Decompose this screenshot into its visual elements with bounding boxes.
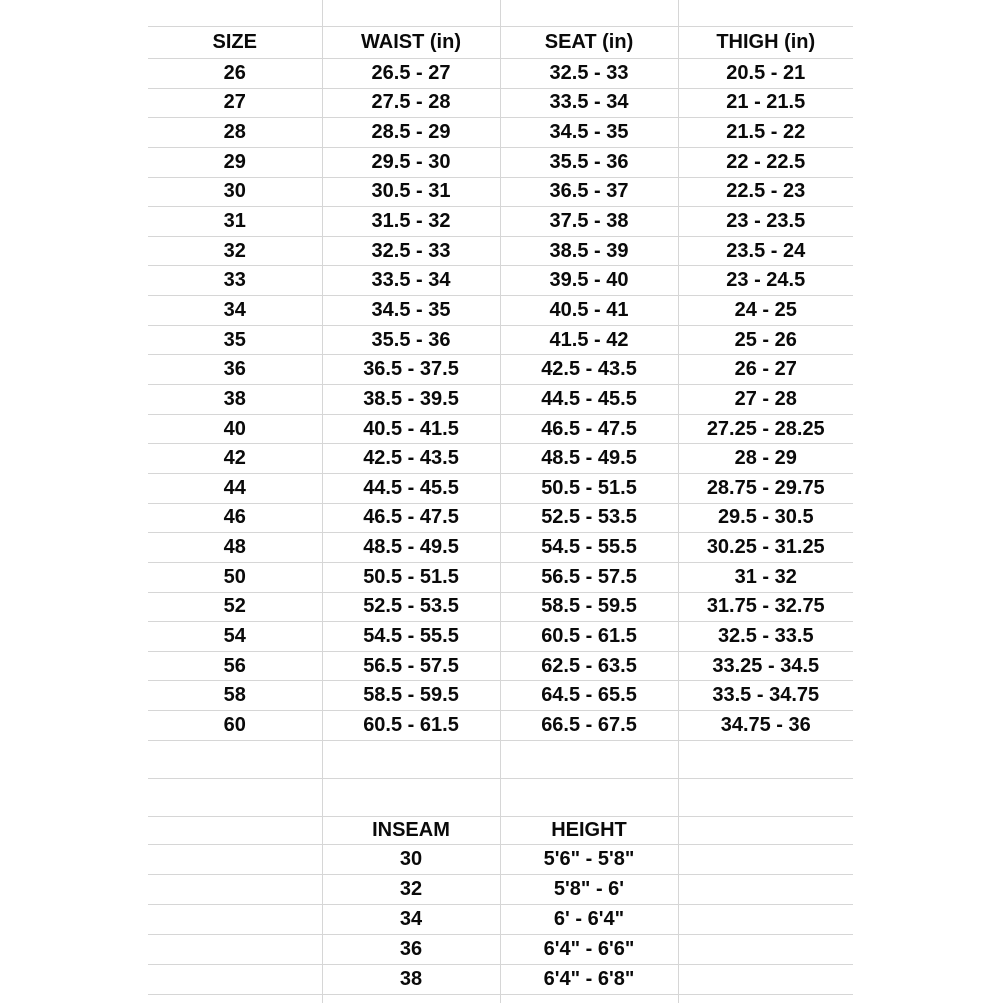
column-header: INSEAM — [322, 816, 500, 844]
cell: 30 — [322, 844, 500, 874]
cell: 46 — [148, 503, 322, 533]
cell: 34 — [148, 296, 322, 326]
cell: 40 — [148, 414, 322, 444]
cell: 30 — [148, 177, 322, 207]
cell: 28 — [148, 118, 322, 148]
bottom-partial-row — [148, 994, 853, 1003]
fit-table-header-row — [148, 816, 853, 844]
size-table-row — [148, 207, 853, 237]
size-table-row — [148, 177, 853, 207]
cell: 23 - 24.5 — [678, 266, 853, 296]
cell: 50.5 - 51.5 — [500, 473, 678, 503]
empty-cell — [148, 904, 322, 934]
cell: 62.5 - 63.5 — [500, 651, 678, 681]
empty-cell — [678, 904, 853, 934]
cell: 40.5 - 41.5 — [322, 414, 500, 444]
fit-table-row — [148, 844, 853, 874]
empty-cell — [322, 994, 500, 1003]
empty-cell — [678, 934, 853, 964]
empty-cell — [148, 778, 322, 816]
cell: 22 - 22.5 — [678, 147, 853, 177]
fit-table-row — [148, 934, 853, 964]
cell: 21.5 - 22 — [678, 118, 853, 148]
column-header: SEAT (in) — [500, 27, 678, 59]
cell: 56 — [148, 651, 322, 681]
empty-cell — [148, 874, 322, 904]
empty-cell — [322, 740, 500, 778]
size-table-row — [148, 503, 853, 533]
cell: 23.5 - 24 — [678, 236, 853, 266]
empty-cell — [678, 994, 853, 1003]
cell: 44 — [148, 473, 322, 503]
column-header: WAIST (in) — [322, 27, 500, 59]
cell: 6'4" - 6'6" — [500, 934, 678, 964]
cell: 36.5 - 37.5 — [322, 355, 500, 385]
cell: 32 — [148, 236, 322, 266]
cell: 32.5 - 33 — [322, 236, 500, 266]
size-chart-body — [148, 0, 853, 1003]
cell: 36.5 - 37 — [500, 177, 678, 207]
cell: 35 — [148, 325, 322, 355]
cell: 29.5 - 30 — [322, 147, 500, 177]
size-table-row — [148, 562, 853, 592]
cell: 46.5 - 47.5 — [322, 503, 500, 533]
size-table-row — [148, 385, 853, 415]
size-chart-table — [148, 0, 853, 1003]
empty-cell — [148, 934, 322, 964]
empty-row — [148, 740, 853, 778]
cell: 52 — [148, 592, 322, 622]
cell: 34.5 - 35 — [500, 118, 678, 148]
fit-table-row — [148, 964, 853, 994]
cell: 39.5 - 40 — [500, 266, 678, 296]
cell: 32.5 - 33 — [500, 59, 678, 89]
cell: 30.5 - 31 — [322, 177, 500, 207]
size-table-row — [148, 296, 853, 326]
cell: 60.5 - 61.5 — [322, 711, 500, 741]
size-table-row — [148, 236, 853, 266]
cell: 40.5 - 41 — [500, 296, 678, 326]
cell: 33.5 - 34 — [322, 266, 500, 296]
empty-cell — [148, 994, 322, 1003]
size-table-row — [148, 88, 853, 118]
cell: 58.5 - 59.5 — [322, 681, 500, 711]
cell: 58.5 - 59.5 — [500, 592, 678, 622]
cell: 34 — [322, 904, 500, 934]
cell: 38 — [322, 964, 500, 994]
cell: 36 — [148, 355, 322, 385]
cell: 28.5 - 29 — [322, 118, 500, 148]
empty-cell — [500, 740, 678, 778]
top-partial-row — [148, 0, 853, 27]
cell: 24 - 25 — [678, 296, 853, 326]
empty-cell — [148, 844, 322, 874]
size-table-row — [148, 533, 853, 563]
cell: 38.5 - 39.5 — [322, 385, 500, 415]
empty-cell — [678, 740, 853, 778]
cell: 35.5 - 36 — [322, 325, 500, 355]
column-header: HEIGHT — [500, 816, 678, 844]
cell: 54.5 - 55.5 — [322, 622, 500, 652]
size-table-row — [148, 355, 853, 385]
cell: 27 - 28 — [678, 385, 853, 415]
size-table-row — [148, 681, 853, 711]
empty-cell — [322, 778, 500, 816]
cell: 5'6" - 5'8" — [500, 844, 678, 874]
cell: 48.5 - 49.5 — [500, 444, 678, 474]
cell: 5'8" - 6' — [500, 874, 678, 904]
size-table-row — [148, 147, 853, 177]
cell: 54 — [148, 622, 322, 652]
empty-cell — [322, 0, 500, 27]
size-table-row — [148, 711, 853, 741]
cell: 30.25 - 31.25 — [678, 533, 853, 563]
empty-cell — [678, 964, 853, 994]
empty-cell — [500, 778, 678, 816]
cell: 26.5 - 27 — [322, 59, 500, 89]
cell: 32 — [322, 874, 500, 904]
size-table-row — [148, 651, 853, 681]
empty-cell — [500, 994, 678, 1003]
empty-cell — [148, 964, 322, 994]
cell: 48 — [148, 533, 322, 563]
cell: 29.5 - 30.5 — [678, 503, 853, 533]
size-table-row — [148, 622, 853, 652]
cell: 54.5 - 55.5 — [500, 533, 678, 563]
cell: 37.5 - 38 — [500, 207, 678, 237]
cell: 58 — [148, 681, 322, 711]
empty-cell — [148, 0, 322, 27]
empty-cell — [678, 816, 853, 844]
cell: 56.5 - 57.5 — [322, 651, 500, 681]
size-table-row — [148, 444, 853, 474]
size-table-row — [148, 592, 853, 622]
cell: 46.5 - 47.5 — [500, 414, 678, 444]
fit-table-row — [148, 874, 853, 904]
cell: 60.5 - 61.5 — [500, 622, 678, 652]
cell: 31.5 - 32 — [322, 207, 500, 237]
cell: 28 - 29 — [678, 444, 853, 474]
cell: 42.5 - 43.5 — [500, 355, 678, 385]
cell: 6' - 6'4" — [500, 904, 678, 934]
cell: 31.75 - 32.75 — [678, 592, 853, 622]
cell: 36 — [322, 934, 500, 964]
cell: 60 — [148, 711, 322, 741]
cell: 34.5 - 35 — [322, 296, 500, 326]
column-header: THIGH (in) — [678, 27, 853, 59]
cell: 22.5 - 23 — [678, 177, 853, 207]
cell: 26 — [148, 59, 322, 89]
empty-cell — [148, 816, 322, 844]
empty-cell — [678, 844, 853, 874]
cell: 31 — [148, 207, 322, 237]
empty-cell — [678, 874, 853, 904]
cell: 42 — [148, 444, 322, 474]
empty-cell — [678, 0, 853, 27]
cell: 27.5 - 28 — [322, 88, 500, 118]
empty-row — [148, 778, 853, 816]
cell: 50.5 - 51.5 — [322, 562, 500, 592]
cell: 33.5 - 34.75 — [678, 681, 853, 711]
empty-cell — [148, 740, 322, 778]
cell: 31 - 32 — [678, 562, 853, 592]
empty-cell — [678, 778, 853, 816]
cell: 66.5 - 67.5 — [500, 711, 678, 741]
size-table-header-row — [148, 27, 853, 59]
cell: 42.5 - 43.5 — [322, 444, 500, 474]
cell: 35.5 - 36 — [500, 147, 678, 177]
fit-table-row — [148, 904, 853, 934]
size-table-row — [148, 414, 853, 444]
cell: 27.25 - 28.25 — [678, 414, 853, 444]
cell: 52.5 - 53.5 — [322, 592, 500, 622]
cell: 33 — [148, 266, 322, 296]
size-table-row — [148, 59, 853, 89]
cell: 41.5 - 42 — [500, 325, 678, 355]
cell: 28.75 - 29.75 — [678, 473, 853, 503]
cell: 56.5 - 57.5 — [500, 562, 678, 592]
cell: 20.5 - 21 — [678, 59, 853, 89]
cell: 44.5 - 45.5 — [500, 385, 678, 415]
cell: 33.25 - 34.5 — [678, 651, 853, 681]
cell: 29 — [148, 147, 322, 177]
size-table-row — [148, 473, 853, 503]
cell: 38.5 - 39 — [500, 236, 678, 266]
cell: 6'4" - 6'8" — [500, 964, 678, 994]
size-table-row — [148, 325, 853, 355]
empty-cell — [500, 0, 678, 27]
cell: 21 - 21.5 — [678, 88, 853, 118]
size-table-row — [148, 266, 853, 296]
cell: 32.5 - 33.5 — [678, 622, 853, 652]
cell: 27 — [148, 88, 322, 118]
size-table-row — [148, 118, 853, 148]
cell: 48.5 - 49.5 — [322, 533, 500, 563]
cell: 34.75 - 36 — [678, 711, 853, 741]
cell: 26 - 27 — [678, 355, 853, 385]
cell: 25 - 26 — [678, 325, 853, 355]
cell: 33.5 - 34 — [500, 88, 678, 118]
cell: 44.5 - 45.5 — [322, 473, 500, 503]
column-header: SIZE — [148, 27, 322, 59]
cell: 64.5 - 65.5 — [500, 681, 678, 711]
cell: 50 — [148, 562, 322, 592]
cell: 52.5 - 53.5 — [500, 503, 678, 533]
cell: 38 — [148, 385, 322, 415]
cell: 23 - 23.5 — [678, 207, 853, 237]
